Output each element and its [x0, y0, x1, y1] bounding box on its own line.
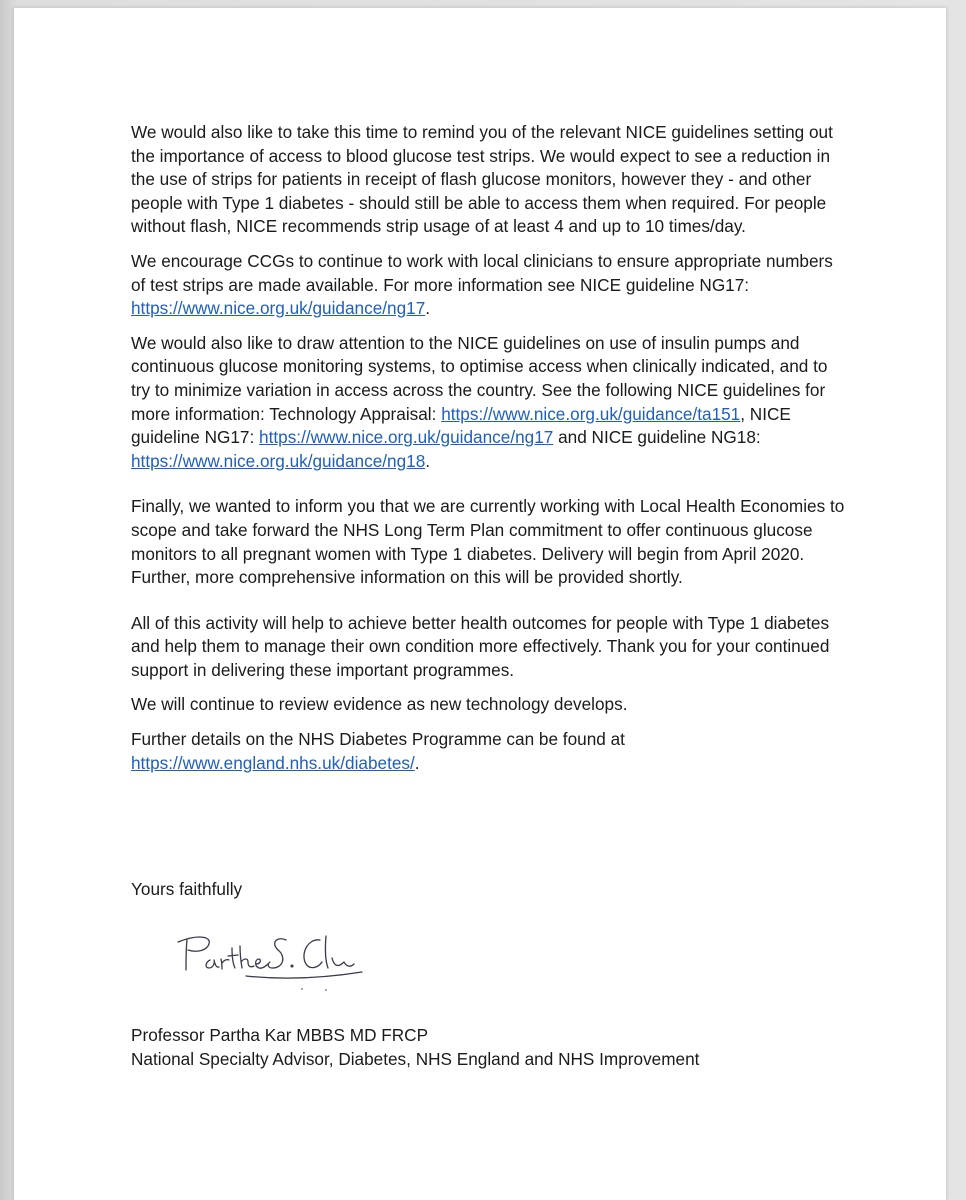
paragraph-insulin-pumps — [131, 332, 851, 474]
link-ng17-second[interactable]: https://www.nice.org.uk/guidance/ng17 — [259, 427, 554, 448]
paragraph-pregnant-women: Finally, we wanted to inform you that we are currently working with Local Health Economies to scope and take forward the NHS Long Term Plan commitment to offer continuous glucose monitors to all pregnant women with Type 1 diabetes. Delivery will begin from April 2020. Further, more comprehensive information on this will be provided shortly. — [131, 496, 845, 588]
paragraph-further-details — [131, 728, 851, 775]
closing-salutation: Yours faithfully — [131, 879, 243, 899]
paragraph-further-details-text: Further details on the NHS Diabetes Programme can be found at — [131, 729, 625, 750]
paragraph-review-evidence: We will continue to review evidence as new technology develops. — [131, 694, 628, 715]
paragraph-health-outcomes: All of this activity will help to achieve better health outcomes for people with Type 1 diabetes and help them to manage their own condition more effectively. Thank you for your continued support in delivering these important programmes. — [131, 612, 830, 680]
signature — [174, 926, 374, 998]
link-ng17[interactable]: https://www.nice.org.uk/guidance/ng17 — [131, 298, 426, 319]
paragraph-further-details-end: . — [414, 752, 420, 773]
paragraph-insulin-pumps-mid2: and NICE guideline NG18: — [553, 427, 761, 448]
link-ng18[interactable]: https://www.nice.org.uk/guidance/ng18 — [131, 450, 426, 471]
letter-body — [131, 121, 851, 786]
paragraph-ccgs — [131, 250, 851, 321]
signer-name: Professor Partha Kar MBBS MD FRCP — [131, 1025, 429, 1045]
link-ta151[interactable]: https://www.nice.org.uk/guidance/ta151 — [441, 403, 741, 424]
paragraph-insulin-pumps-text: We would also like to draw attention to the NICE guidelines on use of insulin pumps and continuous glucose monitoring systems, to optimise access when clinically indicated, and to try to minimize variation in access across the country. See the following NICE guidelines for more information: Technology Appraisal: — [131, 332, 828, 424]
paragraph-ccgs-end: . — [425, 298, 431, 319]
letter-page — [14, 8, 946, 1200]
link-nhs-diabetes[interactable]: https://www.england.nhs.uk/diabetes/ — [131, 752, 415, 773]
paragraph-insulin-pumps-end: . — [425, 450, 431, 471]
signer-title: National Specialty Advisor, Diabetes, NHS England and NHS Improvement — [131, 1049, 700, 1069]
signer-block — [131, 1023, 699, 1071]
paragraph-ccgs-text: We encourage CCGs to continue to work with local clinicians to ensure appropriate numbers of test strips are made available. For more information see NICE guideline NG17: — [131, 250, 833, 295]
paragraph-insulin-pumps-mid1: , NICE guideline NG17: — [131, 403, 791, 448]
paragraph-test-strips: We would also like to take this time to remind you of the relevant NICE guidelines setting out the importance of access to blood glucose test strips. We would expect to see a reduction in the use of strips for patients in receipt of flash glucose monitors, however they - and other people with Type 1 diabetes - should still be able to access them when required. For people without flash, NICE recommends strip usage of at least 4 and up to 10 times/day. — [131, 122, 833, 237]
